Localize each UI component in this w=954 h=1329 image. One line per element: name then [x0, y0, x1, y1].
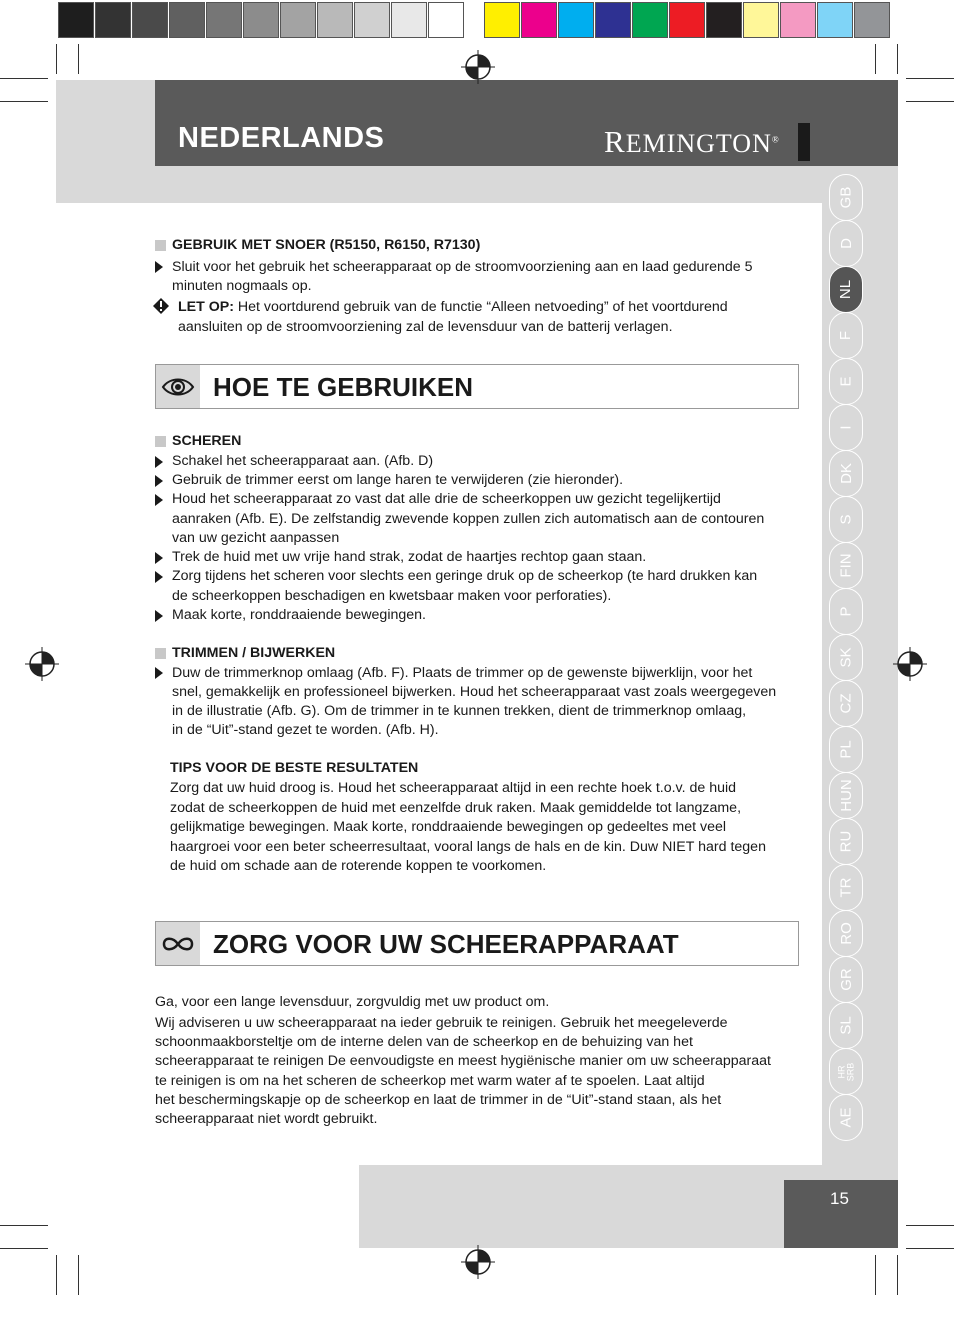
language-tab-dk[interactable]: [829, 450, 863, 497]
infinity-icon-box: [156, 922, 200, 965]
brand-name: EMINGTON: [625, 129, 772, 158]
crop-mark: [875, 1255, 876, 1295]
language-tab-label: NL: [837, 279, 855, 300]
color-swatch: [817, 2, 853, 38]
color-swatch: [669, 2, 705, 38]
color-swatch: [280, 2, 316, 38]
shaving-step: aanraken (Afb. E). De zelfstandig zwevende koppen zullen zich automatisch aan de contouren: [172, 511, 765, 527]
bullet-square: [155, 648, 166, 659]
color-swatch: [595, 2, 631, 38]
crop-mark: [0, 1225, 48, 1226]
language-tab-tr[interactable]: [829, 864, 863, 911]
language-tab-nl[interactable]: [829, 266, 863, 313]
bullet-arrow-icon: [155, 494, 163, 506]
warning-line: aansluiten op de stroomvoorziening zal de levensduur van de batterij verlagen.: [178, 319, 673, 335]
color-swatch: [521, 2, 557, 38]
cord-step-line: Sluit voor het gebruik het scheerapparaat op de stroomvoorziening aan en laad gedurende 5: [172, 259, 753, 275]
crop-mark: [56, 1255, 57, 1295]
tips-line: haargroei voor een beter scheerresultaat, vooral langs de hals en de kin. Duw NIET hard tegen: [170, 839, 766, 855]
language-tab-fin[interactable]: [829, 542, 863, 589]
color-swatch: [632, 2, 668, 38]
language-tab-gb[interactable]: [829, 174, 863, 221]
bullet-arrow-icon: [155, 571, 163, 583]
color-swatch: [558, 2, 594, 38]
color-swatch: [243, 2, 279, 38]
language-tab-gr[interactable]: [829, 956, 863, 1003]
language-tab-hr-srb[interactable]: [829, 1048, 863, 1095]
color-swatch: [780, 2, 816, 38]
color-swatch: [854, 2, 890, 38]
language-tab-cz[interactable]: [829, 680, 863, 727]
crop-mark: [906, 1248, 954, 1249]
shaving-step: Zorg tijdens het scheren voor slechts een geringe druk op de scheerkop (te hard drukken kan: [172, 568, 758, 584]
care-intro: Ga, voor een lange levensduur, zorgvuldig met uw product om.: [155, 994, 550, 1010]
language-tab-sl[interactable]: [829, 1002, 863, 1049]
footer-white-area: [56, 1165, 359, 1248]
color-swatch: [743, 2, 779, 38]
language-tab-label: HR SRB: [835, 1062, 855, 1081]
bullet-arrow-icon: [155, 475, 163, 487]
bullet-arrow-icon: [155, 667, 163, 679]
page-title: NEDERLANDS: [178, 122, 385, 154]
language-tab-label: SL: [837, 1016, 855, 1035]
language-tab-d[interactable]: [829, 220, 863, 267]
language-tab-label: HUN: [837, 779, 855, 812]
shaving-step: Schakel het scheerapparaat aan. (Afb. D): [172, 453, 434, 469]
language-tab-label: I: [837, 425, 855, 430]
crop-mark: [897, 1255, 898, 1295]
color-swatches: [484, 2, 891, 38]
crop-mark: [0, 101, 48, 102]
infinity-icon: [161, 935, 195, 953]
registration-mark-icon: [25, 647, 59, 681]
language-tab-i[interactable]: [829, 404, 863, 451]
care-line: Wij adviseren u uw scheerapparaat na ieder gebruik te reinigen. Gebruik het meegeleverde: [155, 1015, 728, 1031]
language-tab-label: F: [837, 330, 855, 341]
shaving-step: Trek de huid met uw vrije hand strak, zodat de haartjes rechtop gaan staan.: [172, 549, 647, 565]
trimming-line: Duw de trimmerknop omlaag (Afb. F). Plaats de trimmer op de gewenste bijwerklijn, voor het: [172, 665, 753, 681]
language-tab-label: SK: [837, 647, 855, 668]
tips-line: gelijkmatige bewegingen. Maak korte, ronddraaiende bewegingen op gedeeltes met veel: [170, 819, 727, 835]
bullet-arrow-icon: [155, 552, 163, 564]
language-tab-label: GB: [837, 186, 855, 209]
section-title: HOE TE GEBRUIKEN: [213, 372, 474, 402]
color-swatch: [354, 2, 390, 38]
section-header-care: [155, 921, 799, 966]
bullet-arrow-icon: [155, 456, 163, 468]
brand-mark: ®: [771, 134, 780, 145]
eye-icon-box: [156, 365, 200, 408]
language-tab-ae[interactable]: [829, 1094, 863, 1141]
color-swatch: [484, 2, 520, 38]
bullet-square: [155, 240, 166, 251]
subheading-tips: TIPS VOOR DE BESTE RESULTATEN: [170, 760, 419, 776]
shaving-step: de scheerkoppen beschadigen en kwetsbaar maken voor perforaties).: [172, 588, 612, 604]
language-tab-ro[interactable]: [829, 910, 863, 957]
cord-step-line: minuten nogmaals op.: [172, 278, 312, 294]
crop-mark: [56, 44, 57, 74]
color-swatch: [132, 2, 168, 38]
tips-line: zodat de scheerkoppen de huid met eenzelfde druk raken. Maak gemiddelde tot langzame,: [170, 800, 742, 816]
eye-icon: [161, 376, 195, 398]
shaving-step: van uw gezicht aanpassen: [172, 530, 340, 546]
language-tab-p[interactable]: [829, 588, 863, 635]
language-tab-label: RU: [837, 830, 855, 853]
tips-line: Zorg dat uw huid droog is. Houd het scheerapparaat altijd in een rechte hoek t.o.v. de huid: [170, 780, 737, 796]
color-swatch: [391, 2, 427, 38]
care-line: scheerapparaat te reinigen De eenvoudigste en meest hygiënische manier om uw scheerapparaat: [155, 1053, 771, 1069]
crop-mark: [78, 44, 79, 74]
language-tab-label: TR: [837, 877, 855, 898]
bullet-arrow-icon: [155, 610, 163, 622]
registration-mark-icon: [461, 1245, 495, 1279]
registration-mark-icon: [893, 647, 927, 681]
tips-line: de huid om schade aan de roterende koppen te voorkomen.: [170, 858, 547, 874]
language-tab-label: P: [837, 606, 855, 617]
page-number: 15: [830, 1189, 849, 1208]
language-tab-f[interactable]: [829, 312, 863, 359]
language-tab-label: E: [837, 376, 855, 387]
crop-mark: [875, 44, 876, 74]
color-swatch: [317, 2, 353, 38]
warning-label: LET OP:: [178, 299, 234, 315]
crop-mark: [78, 1255, 79, 1295]
brand-initial: R: [604, 124, 626, 159]
language-tab-sk[interactable]: [829, 634, 863, 681]
warning-line: Het voortdurend gebruik van de functie “Alleen netvoeding” of het voortdurend: [233, 299, 728, 315]
subheading-cord-use: GEBRUIK MET SNOER (R5150, R6150, R7130): [172, 237, 481, 253]
care-line: te reinigen is om na het scheren de scheerkop met warm water af te spoelen. Laat altijd: [155, 1073, 705, 1089]
grayscale-swatches: [58, 2, 465, 38]
language-tab-label: DK: [837, 463, 855, 484]
language-tab-label: PL: [837, 740, 855, 759]
crop-mark: [0, 78, 48, 79]
crop-mark: [906, 78, 954, 79]
section-title: ZORG VOOR UW SCHEERAPPARAAT: [213, 929, 679, 959]
brand-logo: [604, 124, 780, 160]
color-swatch: [206, 2, 242, 38]
registration-mark-icon: [461, 50, 495, 84]
language-tab-label: D: [837, 238, 855, 249]
crop-mark: [897, 44, 898, 74]
language-tab-label: GR: [837, 968, 855, 991]
language-tab-label: CZ: [837, 693, 855, 714]
care-line: het beschermingskapje op de scheerkop en laat de trimmer in de “Uit”-stand staan, als het: [155, 1092, 722, 1108]
crop-mark: [906, 101, 954, 102]
shaving-step: Gebruik de trimmer eerst om lange haren te verwijderen (zie hieronder).: [172, 472, 624, 488]
trimming-line: in de “Uit”-stand gezet te worden. (Afb. H).: [172, 722, 439, 738]
color-swatch: [58, 2, 94, 38]
language-tab-s[interactable]: [829, 496, 863, 543]
shaving-step: Houd het scheerapparaat zo vast dat alle drie de scheerkoppen uw gezicht tegelijkertijd: [172, 491, 721, 507]
subheading-shaving: SCHEREN: [172, 433, 242, 449]
brand-bar: [798, 123, 810, 161]
care-line: scheerapparaat niet wordt gebruikt.: [155, 1111, 378, 1127]
language-tab-hun[interactable]: [829, 772, 863, 819]
language-tab-label: S: [837, 514, 855, 525]
color-swatch: [95, 2, 131, 38]
color-swatch: [169, 2, 205, 38]
crop-mark: [906, 1225, 954, 1226]
trimming-line: snel, gemakkelijk en professioneel bijwerken. Houd het scheerapparaat vast zoals weergegeven: [172, 684, 777, 700]
crop-mark: [0, 1248, 48, 1249]
language-tab-label: RO: [837, 922, 855, 945]
diamond-warning-icon: [153, 298, 169, 314]
shaving-step: Maak korte, ronddraaiende bewegingen.: [172, 607, 426, 623]
language-tab-label: AE: [837, 1107, 855, 1128]
bullet-arrow-icon: [155, 261, 163, 273]
bullet-square: [155, 436, 166, 447]
language-tab-label: FIN: [837, 553, 855, 578]
care-line: schoonmaakborsteltje om de interne delen van de scheerkop en de behuizing van het: [155, 1034, 693, 1050]
color-swatch: [706, 2, 742, 38]
language-tab-e[interactable]: [829, 358, 863, 405]
language-tab-ru[interactable]: [829, 818, 863, 865]
color-swatch: [428, 2, 464, 38]
warning-text: [178, 298, 728, 317]
language-tab-pl[interactable]: [829, 726, 863, 773]
subheading-trimming: TRIMMEN / BIJWERKEN: [172, 645, 336, 661]
trimming-line: in de illustratie (Afb. G). Om de trimmer in te kunnen trekken, dient de trimmerknop omlaag,: [172, 703, 747, 719]
section-header-use: [155, 364, 799, 409]
